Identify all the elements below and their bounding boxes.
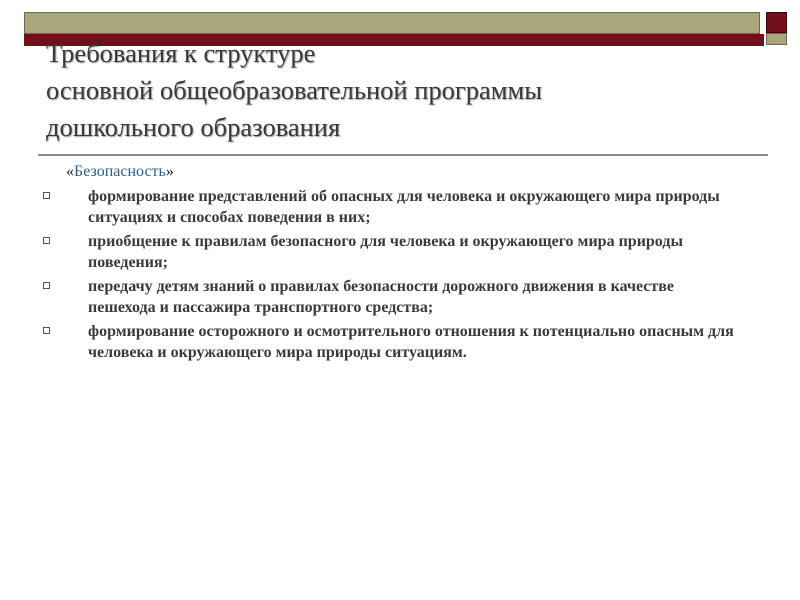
list-item-text: формирование осторожного и осмотрительного отношения к потенциально опасным для человека и окружающего мира природы ситуациям. [88, 323, 734, 361]
list-item [40, 322, 740, 363]
list-item-text: формирование представлений об опасных для человека и окружающего мира природы ситуациях и способах поведения в них; [88, 188, 720, 226]
square-bullet-icon [43, 282, 50, 289]
list-item [40, 277, 740, 318]
subheading-keyword: Безопасность [74, 163, 166, 180]
subheading-close-quote: » [165, 163, 174, 180]
section-subheading [66, 163, 174, 181]
requirements-list [40, 187, 740, 367]
slide-title [46, 35, 542, 146]
title-line-2: основной общеобразовательной программы [46, 75, 543, 105]
list-item [40, 232, 740, 273]
title-line-1: Требования к структуре [46, 38, 316, 68]
title-line-3: дошкольного образования [46, 112, 341, 142]
title-divider [38, 154, 768, 156]
list-item-text: приобщение к правилам безопасного для человека и окружающего мира природы поведения; [88, 233, 683, 271]
corner-square-maroon [766, 12, 787, 33]
subheading-open-quote: « [66, 163, 74, 180]
list-item-text: передачу детям знаний о правилах безопасности дорожного движения в качестве пешехода и пассажира транспортного средства; [88, 278, 675, 316]
square-bullet-icon [43, 192, 50, 199]
square-bullet-icon [43, 237, 50, 244]
list-item [40, 187, 740, 228]
header-olive-bar [24, 12, 760, 34]
corner-square-olive [766, 33, 787, 45]
square-bullet-icon [43, 327, 50, 334]
